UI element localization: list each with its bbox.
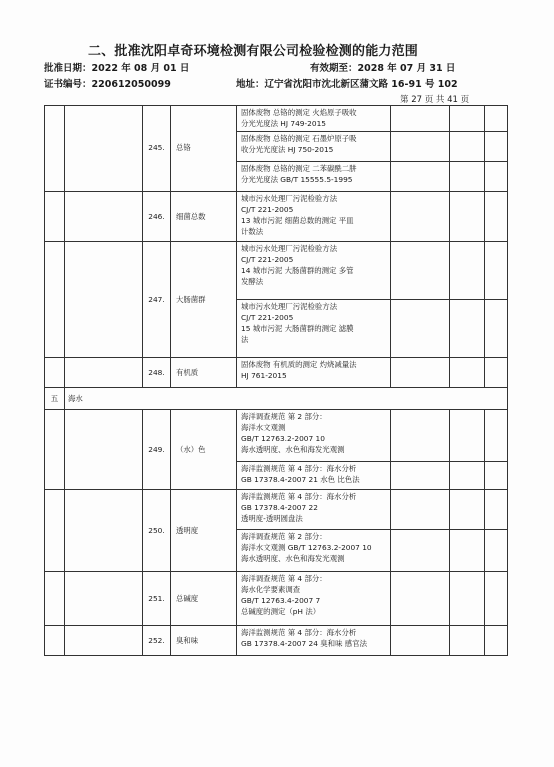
item-name: （水）色 [171,410,237,490]
item-number: 251. [143,572,171,626]
method-cell: 固体废物 总铬的测定 石墨炉原子吸 收分光光度法 HJ 750-2015 [237,132,391,162]
table-row [45,242,508,300]
method-cell: 海洋调查规范 第 4 部分： 海水化学要素调查 GB/T 12763.4-2007 7 总碱度的测定（pH 法） [237,572,391,626]
method-cell: 海洋监测规范 第 4 部分：海水分析 GB 17378.4-2007 22 透明度-透明圆盘法 [237,490,391,530]
table-row [45,410,508,462]
page-title: 二、批准沈阳卓奇环境检测有限公司检验检测的能力范围 [88,44,419,59]
method-cell: 城市污水处理厂污泥检验方法 CJ/T 221-2005 13 城市污泥 细菌总数的测定 平皿 计数法 [237,192,391,242]
item-number: 250. [143,490,171,572]
page-number: 第 27 页 共 41 页 [400,95,470,105]
item-number: 246. [143,192,171,242]
item-name: 细菌总数 [171,192,237,242]
item-number: 249. [143,410,171,490]
table-row [45,626,508,656]
valid-until: 有效期至：2028 年 07 月 31 日 [310,63,456,74]
item-name: 大肠菌群 [171,242,237,358]
item-number: 248. [143,358,171,388]
section-number: 五 [45,388,65,410]
item-name: 臭和味 [171,626,237,656]
capability-table [44,105,508,656]
item-name: 总铬 [171,106,237,192]
table-row [45,490,508,530]
approve-date: 批准日期：2022 年 08 月 01 日 [44,63,190,74]
item-name: 总碱度 [171,572,237,626]
method-cell: 城市污水处理厂污泥检验方法 CJ/T 221-2005 15 城市污泥 大肠菌群的测定 滤膜 法 [237,300,391,358]
method-cell: 海洋调查规范 第 2 部分： 海洋水文观测 GB/T 12763.2-2007 10 海水透明度、水色和海发光观测 [237,530,391,572]
item-number: 252. [143,626,171,656]
item-number: 247. [143,242,171,358]
method-cell: 固体废物 总铬的测定 火焰原子吸收 分光光度法 HJ 749-2015 [237,106,391,132]
section-row [45,388,508,410]
table-row [45,192,508,242]
method-cell: 海洋调查规范 第 2 部分： 海洋水文观测 GB/T 12763.2-2007 10 海水透明度、水色和海发光观测 [237,410,391,462]
table-row [45,106,508,132]
method-cell: 固体废物 有机质的测定 灼烧减量法 HJ 761-2015 [237,358,391,388]
method-cell: 城市污水处理厂污泥检验方法 CJ/T 221-2005 14 城市污泥 大肠菌群的测定 多管 发酵法 [237,242,391,300]
table-row [45,358,508,388]
method-cell: 海洋监测规范 第 4 部分：海水分析 GB 17378.4-2007 24 臭和味 感官法 [237,626,391,656]
certificate-number: 证书编号：220612050099 [44,79,171,90]
item-number: 245. [143,106,171,192]
address: 地址：辽宁省沈阳市沈北新区蒲文路 16-91 号 102 [236,79,458,90]
item-name: 透明度 [171,490,237,572]
section-name: 海水 [65,388,508,410]
method-cell: 固体废物 总铬的测定 二苯碳酰二肼 分光光度法 GB/T 15555.5-1995 [237,162,391,192]
item-name: 有机质 [171,358,237,388]
method-cell: 海洋监测规范 第 4 部分：海水分析 GB 17378.4-2007 21 水色 比色法 [237,462,391,490]
table-row [45,572,508,626]
